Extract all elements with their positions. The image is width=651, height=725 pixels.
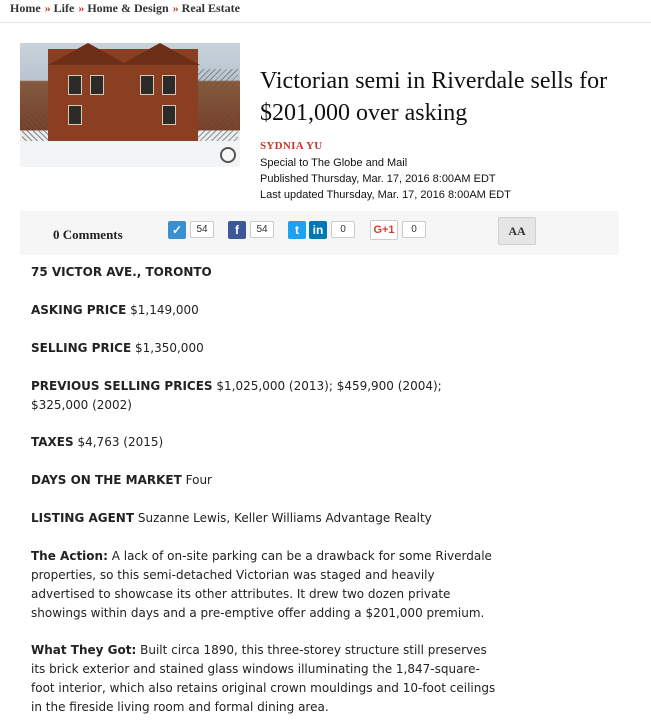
breadcrumb-separator: » xyxy=(44,1,51,15)
zoom-icon[interactable] xyxy=(220,147,236,163)
tree-graphic xyxy=(198,69,238,149)
snow-graphic xyxy=(20,141,240,167)
listing-agent-label: LISTING AGENT xyxy=(31,511,135,525)
article-header xyxy=(0,23,651,201)
vk-share[interactable] xyxy=(168,220,214,239)
linkedin-count: 0 xyxy=(331,221,355,238)
listing-agent-value: Suzanne Lewis, Keller Williams Advantage Realty xyxy=(137,511,432,525)
hero-photo[interactable] xyxy=(20,43,240,167)
asking-price-value: $1,149,000 xyxy=(130,303,199,317)
breadcrumb-home-design-link[interactable]: Home & Design xyxy=(87,1,169,15)
previous-prices-value: $1,025,000 (2013); $459,900 (2004); $325,000 (2002) xyxy=(31,379,442,412)
taxes xyxy=(31,433,163,452)
days-on-market-value: Four xyxy=(185,473,212,487)
window-graphic xyxy=(140,75,154,95)
google-plus-icon[interactable]: G+1 xyxy=(370,220,398,240)
linkedin-icon[interactable]: in xyxy=(309,221,327,239)
gable-graphic xyxy=(120,43,200,65)
the-action-label: The Action: xyxy=(31,549,108,563)
previous-prices-label: PREVIOUS SELLING PRICES xyxy=(31,379,213,393)
updated-date: Last updated Thursday, Mar. 17, 2016 8:00AM EDT xyxy=(260,189,511,201)
what-they-got-label: What They Got: xyxy=(31,643,137,657)
article-source: Special to The Globe and Mail xyxy=(260,157,408,169)
article-title: Victorian semi in Riverdale sells for $201,000 over asking xyxy=(260,68,608,126)
what-they-got-text: Built circa 1890, this three-storey structure still preserves its brick exterior and stained glass windows illuminating the 1,847-square-foot interior, which also retains original crown mouldings and 10-foot ceilings in the fireside living room and formal dining area. xyxy=(31,643,496,714)
text-size-button[interactable]: AA xyxy=(498,217,536,245)
selling-price-value: $1,350,000 xyxy=(135,341,204,355)
window-graphic xyxy=(162,75,176,95)
google-plus-count: 0 xyxy=(402,221,426,238)
listing-address: 75 VICTOR AVE., TORONTO xyxy=(31,265,212,279)
vk-count: 54 xyxy=(190,221,214,238)
facebook-share[interactable] xyxy=(228,220,274,239)
gable-graphic xyxy=(48,43,128,65)
breadcrumb-life-link[interactable]: Life xyxy=(53,1,75,15)
days-on-market xyxy=(31,471,212,490)
twitter-icon[interactable]: t xyxy=(288,221,306,239)
breadcrumb-separator: » xyxy=(172,1,179,15)
window-graphic xyxy=(68,105,82,125)
days-on-market-label: DAYS ON THE MARKET xyxy=(31,473,182,487)
window-graphic xyxy=(162,105,176,125)
breadcrumb-separator: » xyxy=(78,1,85,15)
author-link[interactable]: SYDNIA YU xyxy=(260,140,323,152)
window-graphic xyxy=(68,75,82,95)
what-they-got-paragraph xyxy=(31,641,501,717)
previous-prices xyxy=(31,377,501,415)
vk-icon[interactable]: ✓ xyxy=(168,221,186,239)
published-date: Published Thursday, Mar. 17, 2016 8:00AM EDT xyxy=(260,173,496,185)
twitter-share[interactable] xyxy=(288,220,306,239)
breadcrumb xyxy=(0,0,651,23)
listing-agent xyxy=(31,509,501,528)
comments-link[interactable]: 0 Comments xyxy=(53,227,123,242)
google-plus-share[interactable] xyxy=(370,220,426,239)
facebook-icon[interactable]: f xyxy=(228,221,246,239)
share-bar xyxy=(20,211,619,255)
taxes-value: $4,763 (2015) xyxy=(77,435,164,449)
asking-price-label: ASKING PRICE xyxy=(31,303,127,317)
facebook-count: 54 xyxy=(250,221,274,238)
linkedin-share[interactable] xyxy=(309,220,355,239)
window-graphic xyxy=(90,75,104,95)
breadcrumb-home-link[interactable]: Home xyxy=(10,1,41,15)
asking-price xyxy=(31,301,199,320)
taxes-label: TAXES xyxy=(31,435,74,449)
the-action-paragraph xyxy=(31,547,501,623)
breadcrumb-real-estate-link[interactable]: Real Estate xyxy=(181,1,240,15)
selling-price-label: SELLING PRICE xyxy=(31,341,132,355)
selling-price xyxy=(31,339,204,358)
the-action-text: A lack of on-site parking can be a drawback for some Riverdale properties, so this semi-detached Victorian was staged and heavily advertised to showcase its other attributes. It drew two dozen private showings within days and a pre-emptive offer adding a $201,000 premium. xyxy=(31,549,492,620)
